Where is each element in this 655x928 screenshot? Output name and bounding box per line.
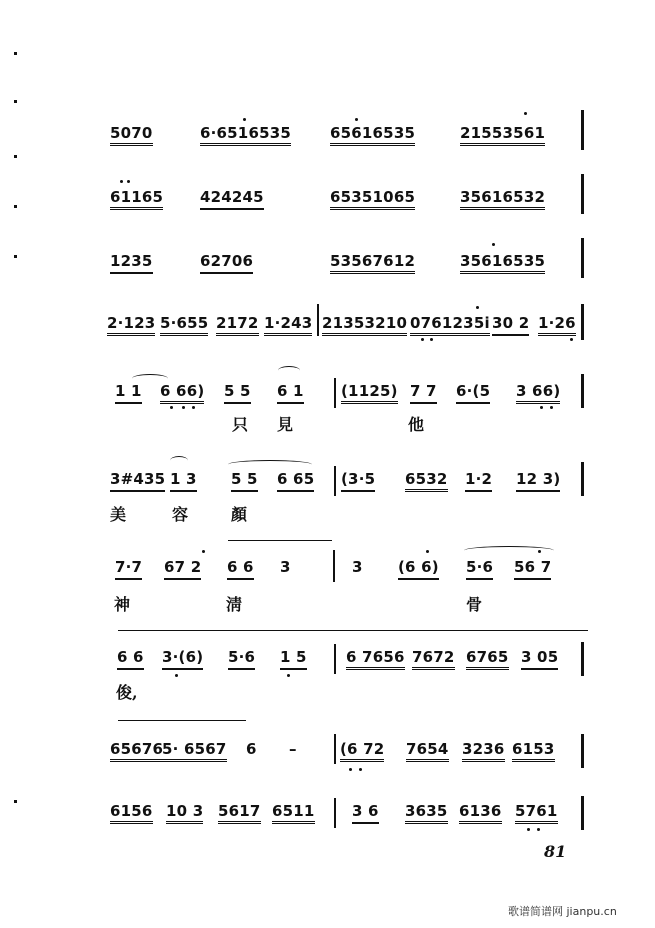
note-group: 5·655: [160, 314, 208, 336]
note-group: 5 5: [231, 470, 258, 492]
octave-dot: [120, 180, 123, 183]
note-group: 65616535: [330, 124, 415, 146]
lyric: 淸: [226, 595, 243, 614]
lyric: 神: [114, 595, 131, 614]
note-group: 5617: [218, 802, 261, 824]
barline: [334, 466, 336, 496]
barline: [334, 378, 336, 408]
note-group: 6 6: [117, 648, 144, 670]
margin-mark: [14, 100, 17, 103]
octave-dot: [550, 406, 553, 409]
score-row: [0, 740, 655, 780]
note-group: 1 3: [170, 470, 197, 492]
barline: [333, 550, 335, 582]
octave-dot: [492, 243, 495, 246]
note-group: 5·6: [228, 648, 255, 670]
note-group: 35616535: [460, 252, 545, 274]
note-group: 7654: [406, 740, 449, 762]
note-group: 3236: [462, 740, 505, 762]
note-group: 67 2: [164, 558, 201, 580]
octave-dot: [175, 674, 178, 677]
note-group: 6: [246, 740, 257, 758]
note-group: 424245: [200, 188, 264, 210]
octave-dot: [355, 118, 358, 121]
note-group: 5 5: [224, 382, 251, 404]
note-group: 3635: [405, 802, 448, 824]
note-group: 3#435: [110, 470, 165, 492]
note-group: 65676: [110, 740, 163, 762]
octave-dot: [570, 338, 573, 341]
score-row: [0, 314, 655, 354]
barline: [334, 734, 336, 764]
octave-dot: [421, 338, 424, 341]
note-group: 21553561: [460, 124, 545, 146]
note-group: 6·6516535: [200, 124, 291, 146]
lyric: 只: [232, 415, 249, 434]
octave-dot: [202, 550, 205, 553]
lyric: 他: [408, 415, 425, 434]
barline: [334, 798, 336, 828]
score-row: [0, 188, 655, 228]
note-group: 6 65: [277, 470, 314, 492]
score-row: [0, 470, 655, 524]
note-group: 5761: [515, 802, 558, 824]
note-group: 6153: [512, 740, 555, 762]
note-group: 10 3: [166, 802, 203, 824]
note-group: 62706: [200, 252, 253, 274]
note-group: 3: [352, 558, 363, 576]
octave-dot: [287, 674, 290, 677]
barline: [334, 644, 336, 674]
note-group: 3 05: [521, 648, 558, 670]
note-group: 5· 6567: [162, 740, 227, 762]
note-group: 1 5: [280, 648, 307, 670]
note-group: 6532: [405, 470, 448, 492]
score-row: [0, 124, 655, 164]
note-group: 56 7: [514, 558, 551, 580]
note-group: 6511: [272, 802, 315, 824]
octave-dot: [192, 406, 195, 409]
octave-dot: [537, 828, 540, 831]
barline-right: [581, 304, 584, 340]
note-group: (6 72: [340, 740, 384, 762]
score-row: [0, 558, 655, 614]
barline-right: [581, 174, 584, 214]
note-group: 5·6: [466, 558, 493, 580]
note-group: 7672: [412, 648, 455, 670]
note-group: 21353210: [322, 314, 407, 336]
octave-dot: [524, 112, 527, 115]
note-group: 6 66): [160, 382, 204, 404]
octave-dot: [349, 768, 352, 771]
lyric: 見: [277, 415, 294, 434]
note-group: 6136: [459, 802, 502, 824]
note-group: 3 6: [352, 802, 379, 824]
note-group: 6765: [466, 648, 509, 670]
barline-right: [581, 238, 584, 278]
note-group: 2172: [216, 314, 259, 336]
octave-dot: [426, 550, 429, 553]
barline-right: [581, 796, 584, 830]
note-group: (6 6): [398, 558, 439, 580]
barline-right: [581, 642, 584, 676]
octave-dot: [538, 550, 541, 553]
tie-line: [228, 540, 332, 541]
page-number: 81: [544, 842, 567, 861]
note-group: 2·123: [107, 314, 155, 336]
note-group: 5070: [110, 124, 153, 146]
note-group: 1 1: [115, 382, 142, 404]
note-group: 61165: [110, 188, 163, 210]
note-group: 3·(6): [162, 648, 203, 670]
octave-dot: [170, 406, 173, 409]
octave-dot: [127, 180, 130, 183]
note-group: 1·26: [538, 314, 576, 336]
note-group: 0761235i: [410, 314, 490, 336]
score-row: [0, 382, 655, 434]
slur: [170, 456, 188, 465]
octave-dot: [540, 406, 543, 409]
note-group: 6156: [110, 802, 153, 824]
note-group: 12 3): [516, 470, 560, 492]
note-group: 65351065: [330, 188, 415, 210]
note-group: 6 1: [277, 382, 304, 404]
note-group: 7·7: [115, 558, 142, 580]
watermark-text: 歌谱简谱网 jianpu.cn: [508, 905, 617, 918]
lyric: 俊,: [116, 683, 138, 702]
note-group: 1·243: [264, 314, 312, 336]
section-divider: [118, 630, 588, 631]
score-row: [0, 648, 655, 702]
tie-line: [118, 720, 246, 721]
note-group: 6 7656: [346, 648, 405, 670]
note-group: (3·5: [341, 470, 375, 492]
octave-dot: [527, 828, 530, 831]
barline-right: [581, 374, 584, 408]
note-group: 35616532: [460, 188, 545, 210]
slur: [228, 460, 312, 469]
note-group: 6·(5: [456, 382, 490, 404]
octave-dot: [476, 306, 479, 309]
note-group: 53567612: [330, 252, 415, 274]
lyric: 美: [110, 505, 127, 524]
octave-dot: [182, 406, 185, 409]
note-group: 1235: [110, 252, 153, 274]
note-group: –: [289, 740, 297, 758]
note-group: (1125): [341, 382, 398, 404]
margin-mark: [14, 52, 17, 55]
octave-dot: [430, 338, 433, 341]
barline-right: [581, 462, 584, 496]
note-group: 30 2: [492, 314, 529, 336]
lyric: 顏: [231, 505, 248, 524]
slur: [278, 366, 300, 375]
note-group: 6 6: [227, 558, 254, 580]
octave-dot: [243, 118, 246, 121]
lyric: 容: [172, 505, 189, 524]
note-group: 1·2: [465, 470, 492, 492]
barline-right: [581, 734, 584, 768]
score-row: [0, 252, 655, 292]
lyric: 骨: [466, 595, 483, 614]
score-row: [0, 802, 655, 842]
octave-dot: [359, 768, 362, 771]
note-group: 7 7: [410, 382, 437, 404]
note-group: 3 66): [516, 382, 560, 404]
barline-right: [581, 110, 584, 150]
barline: [317, 304, 319, 336]
note-group: 3: [280, 558, 291, 576]
